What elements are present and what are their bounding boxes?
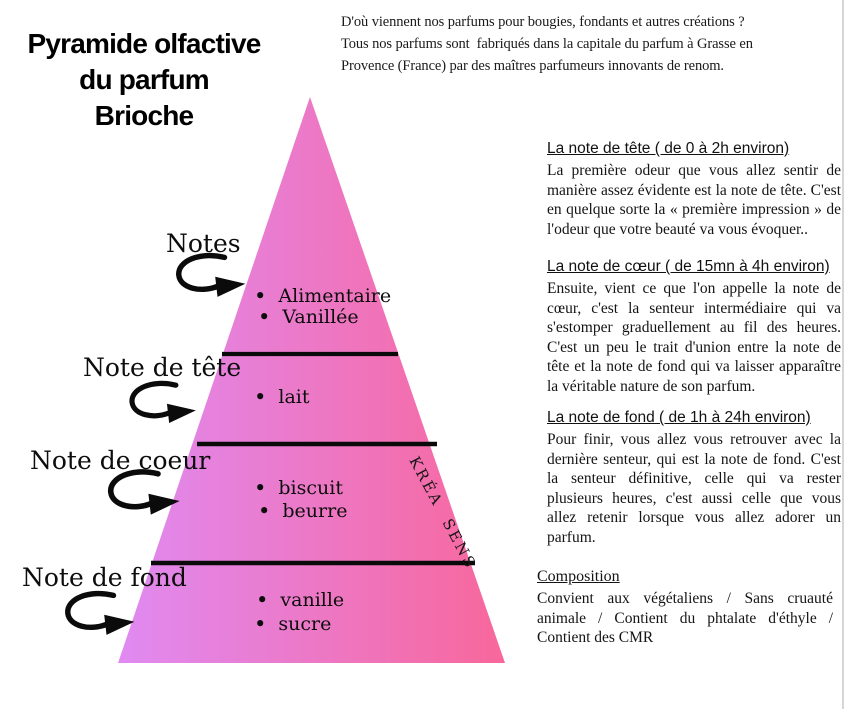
watermark-text: KRÉA SENS (405, 453, 481, 573)
bullet-icon: • (258, 499, 271, 523)
note-coeur-heading: La note de cœur ( de 15mn à 4h environ) (547, 258, 830, 275)
bullet-icon: • (256, 588, 269, 612)
note-ingredient: lait (278, 386, 310, 408)
note-fond-heading: La note de fond ( de 1h à 24h environ) (547, 409, 811, 426)
label-notes: Notes (166, 229, 241, 258)
notes-descriptions (537, 139, 841, 648)
curved-arrow-icon (102, 468, 182, 518)
list-item (258, 500, 347, 522)
page-title-line: du parfum (79, 64, 209, 95)
note-ingredient: Alimentaire (278, 285, 392, 307)
bullet-icon: • (254, 612, 267, 636)
curved-arrow-icon (122, 380, 200, 426)
composition-body: Convient aux végétaliens / Sans cruauté animale / Contient du phtalate d'éthyle / Contient des CMR (537, 590, 833, 646)
list-item (254, 477, 343, 499)
bullet-icon: • (254, 385, 267, 409)
intro-line: Provence (France) par des maîtres parfumeurs innovants de renom. (341, 58, 724, 74)
label-note-de-coeur: Note de coeur (30, 446, 211, 475)
list-item (254, 386, 310, 408)
list-item (256, 589, 344, 611)
note-tete-body: La première odeur que vous allez sentir de manière assez évidente est la note de tête. C'est en quelque sorte la « première impression » de l'odeur que votre beauté va vous évoquer.. (547, 162, 841, 238)
note-ingredient: biscuit (278, 477, 343, 499)
bullet-icon: • (258, 305, 271, 329)
note-coeur-body: Ensuite, vient ce que l'on appelle la note de cœur, c'est la senteur intermédiaire qui va s'estomper graduellement au fil des heures. C'est un peu le trait d'union entre la note de tête et la note de fond qui va laisser apparaître la véritable nature de son parfum. (547, 280, 841, 395)
note-fond-body: Pour finir, vous allez vous retrouver avec la dernière senteur, qui est la note de fond. C'est la senteur définitive, celle qui va rester plusieurs heures, c'est aussi celle que vous allez retenir lorsque vous allez adorer un parfum. (547, 431, 841, 546)
note-ingredient: Vanillée (282, 306, 359, 328)
page-title-line: Pyramide olfactive (27, 28, 261, 59)
composition-block (537, 567, 841, 648)
list-item (254, 285, 391, 307)
intro-line: D'où viennent nos parfums pour bougies, fondants et autres créations ? (341, 14, 745, 30)
composition-heading: Composition (537, 568, 620, 585)
intro-line: Tous nos parfums sont fabriqués dans la capitale du parfum à Grasse en (341, 36, 753, 52)
curved-arrow-icon (170, 252, 248, 300)
label-note-de-tete: Note de tête (83, 353, 242, 382)
list-item (254, 613, 331, 635)
label-note-de-fond: Note de fond (22, 563, 187, 592)
page-title-line: Brioche (94, 100, 194, 131)
note-ingredient: sucre (278, 613, 332, 635)
bullet-icon: • (254, 284, 267, 308)
page-edge-line (842, 0, 844, 709)
note-ingredient: vanille (280, 589, 345, 611)
curved-arrow-icon (58, 590, 138, 638)
list-item (258, 306, 359, 328)
note-tete-heading: La note de tête ( de 0 à 2h environ) (547, 140, 790, 157)
bullet-icon: • (254, 476, 267, 500)
note-ingredient: beurre (282, 500, 348, 522)
